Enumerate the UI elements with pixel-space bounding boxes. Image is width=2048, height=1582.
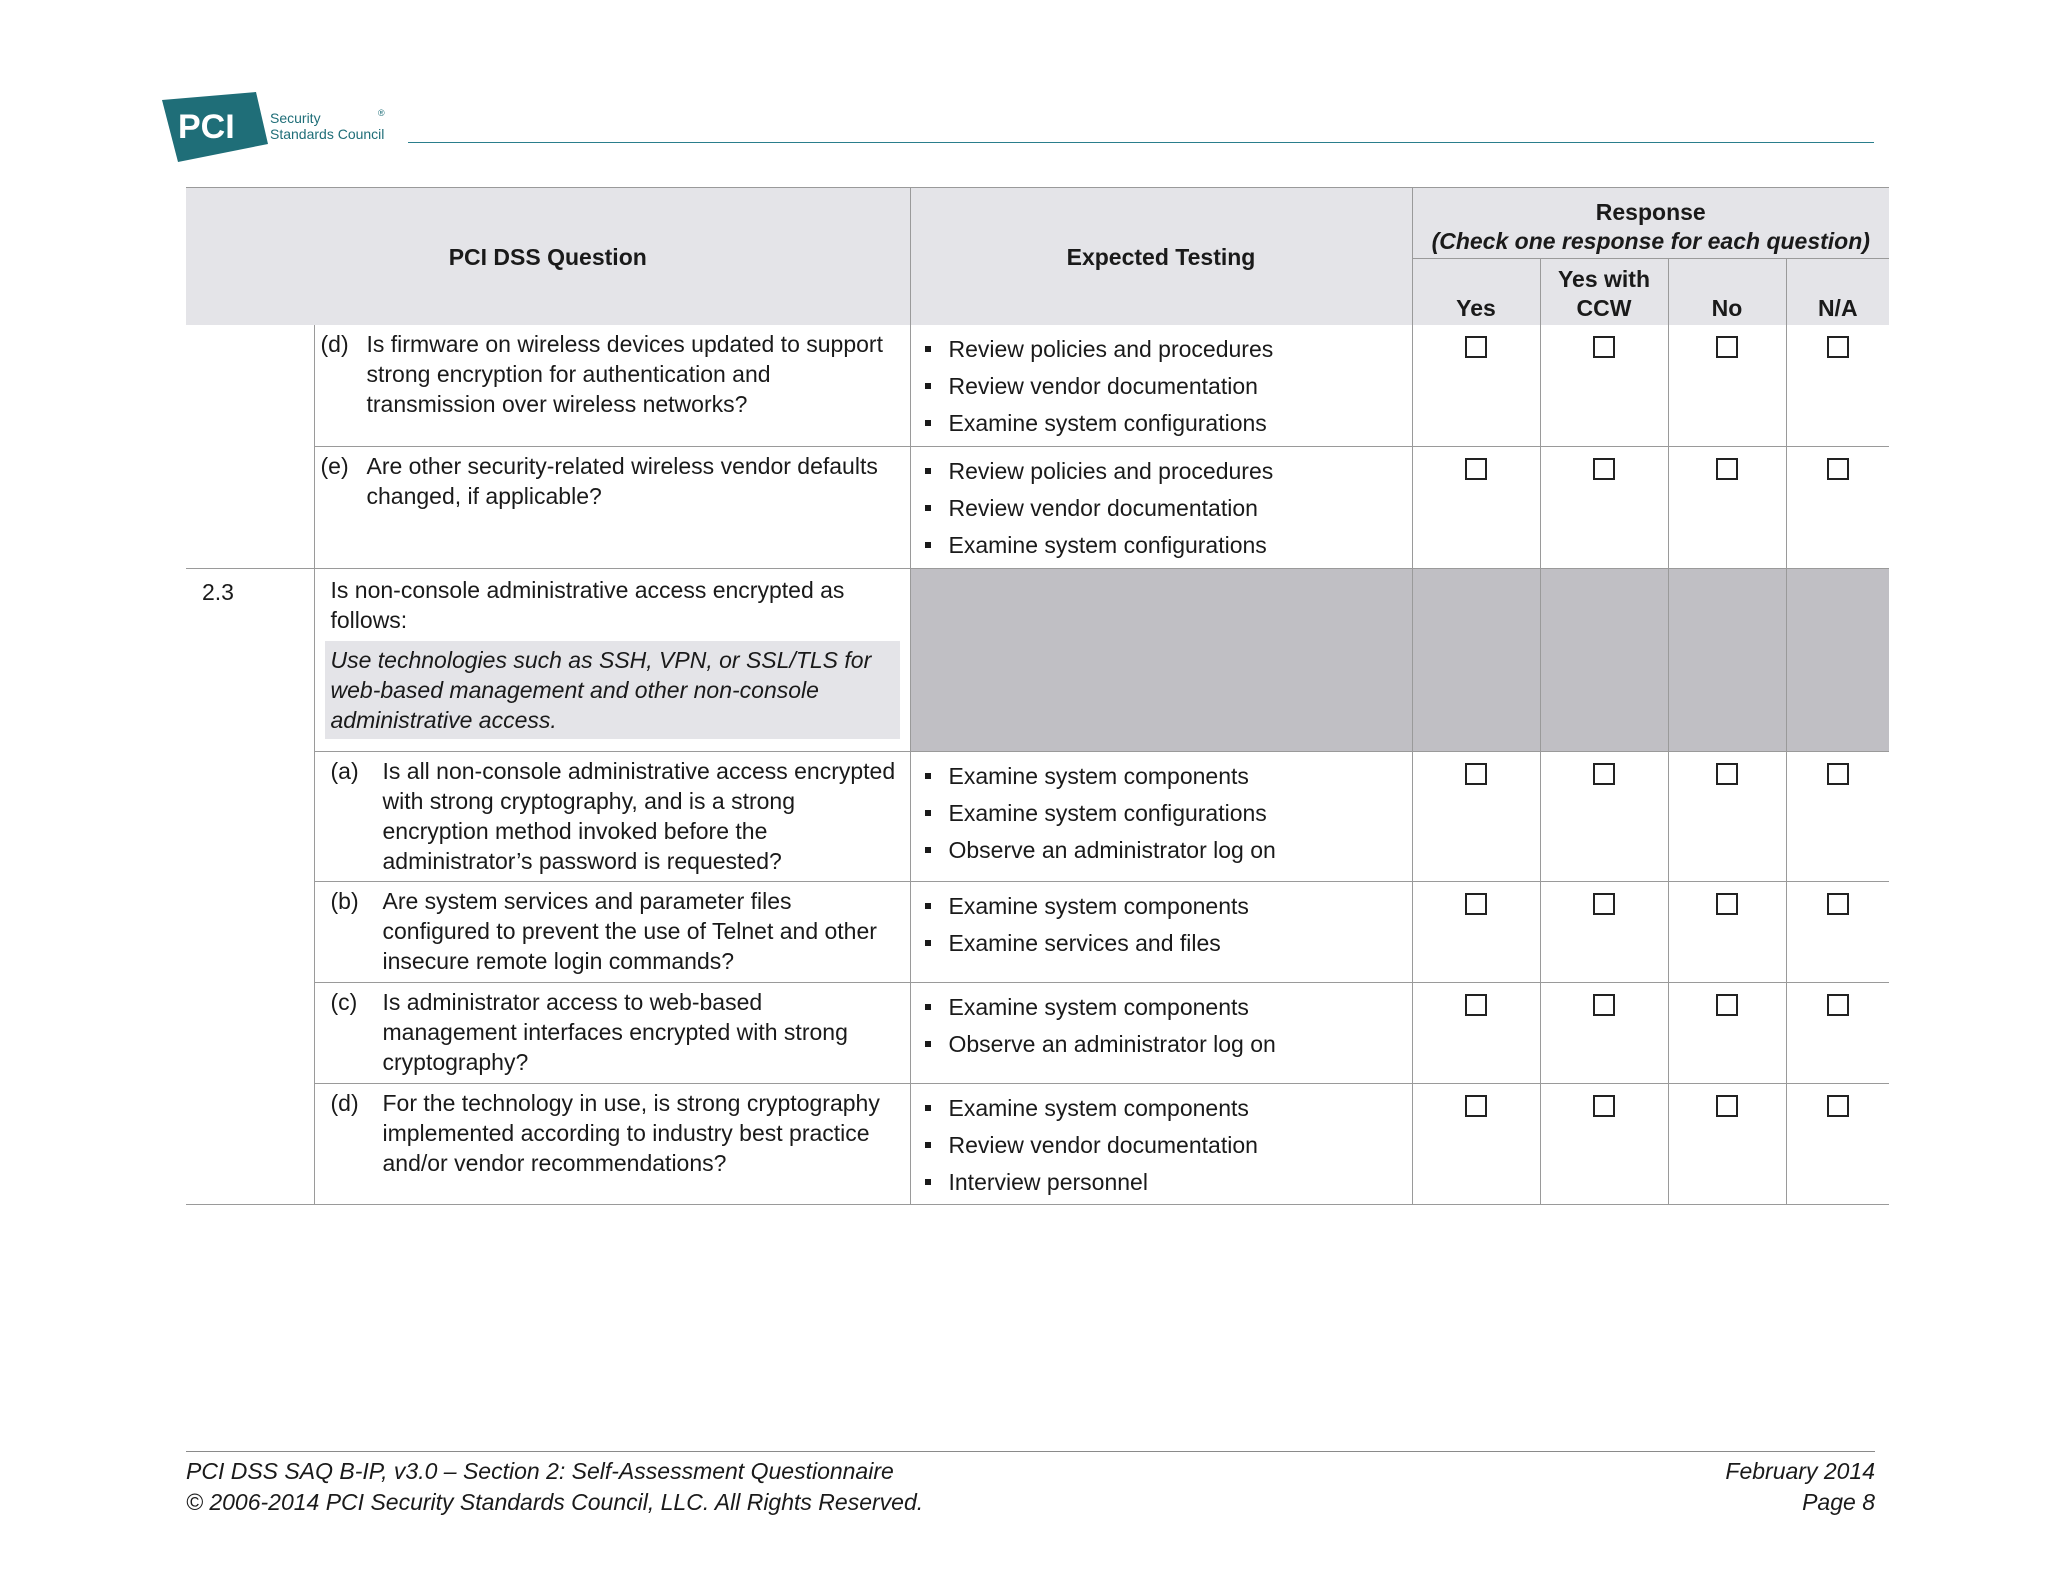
testing-item (925, 453, 1412, 490)
expected-testing-cell (910, 446, 1412, 568)
question-text: Are system services and parameter files configured to prevent the use of Telnet and other insecure remote login commands? (382, 887, 877, 974)
table-row (186, 1083, 1889, 1204)
testing-item-text: Review vendor documentation (948, 373, 1258, 399)
checkbox-yes[interactable] (1465, 893, 1487, 915)
testing-item-text: Examine system configurations (948, 410, 1267, 436)
bullet-icon (925, 505, 931, 511)
checkbox-yes[interactable] (1465, 763, 1487, 785)
testing-item-text: Examine system configurations (948, 799, 1267, 826)
checkbox-na[interactable] (1827, 458, 1849, 480)
testing-list (925, 1090, 1412, 1201)
testing-item (925, 1026, 1412, 1063)
testing-item (925, 989, 1412, 1026)
testing-list (925, 331, 1412, 442)
question-letter: (c) (330, 988, 358, 1015)
footer-document-title: PCI DSS SAQ B-IP, v3.0 – Section 2: Self-Assessment Questionnaire (186, 1458, 894, 1484)
bullet-icon (925, 903, 931, 909)
questionnaire-table (186, 187, 1889, 1205)
expected-testing-cell (910, 751, 1412, 881)
testing-item (925, 1127, 1412, 1164)
bullet-icon (925, 1041, 931, 1047)
question-letter: (e) (320, 452, 349, 479)
testing-item (925, 331, 1412, 368)
response-cell-yes-with-ccw (1540, 325, 1668, 446)
checkbox-na[interactable] (1827, 893, 1849, 915)
checkbox-no[interactable] (1716, 994, 1738, 1016)
response-instruction: (Check one response for each question) (1431, 228, 1870, 254)
section-guidance: Use technologies such as SSH, VPN, or SSL/TLS for web-based management and other non-console administrative access. (325, 641, 900, 739)
table-row (186, 325, 1889, 446)
header-rule (408, 142, 1874, 143)
question-letter: (d) (330, 1089, 359, 1116)
response-cell-yes-with-ccw (1540, 446, 1668, 568)
question-text: Is all non-console administrative access encrypted with strong cryptography, and is a strong encryption method invoked before the administrator’s password is requested? (382, 757, 896, 874)
response-cell-no (1668, 881, 1786, 982)
testing-item-text: Examine system components (948, 892, 1249, 919)
header-yes-with-ccw (1540, 259, 1668, 326)
testing-item-text: Examine system components (948, 1094, 1249, 1121)
header-yes-with-ccw-line2: CCW (1576, 295, 1632, 321)
bullet-icon (925, 346, 931, 352)
shaded-cell (1668, 568, 1786, 751)
checkbox-yes-with-ccw[interactable] (1593, 336, 1615, 358)
question-text: For the technology in use, is strong cryptography implemented according to industry best practice and/or vendor recommendations? (382, 1089, 880, 1176)
response-cell-no (1668, 446, 1786, 568)
bullet-icon (925, 420, 931, 426)
expected-testing-cell (910, 982, 1412, 1083)
header-yes: Yes (1412, 259, 1540, 326)
bullet-icon (925, 810, 931, 816)
response-title: Response (1595, 199, 1706, 225)
response-cell-yes-with-ccw (1540, 881, 1668, 982)
shaded-cell (1412, 568, 1540, 751)
response-cell-yes-with-ccw (1540, 751, 1668, 881)
footer-page-number: Page 8 (1802, 1489, 1875, 1515)
bullet-icon (925, 1179, 931, 1185)
testing-item (925, 490, 1412, 527)
testing-item-text: Examine system components (948, 762, 1249, 789)
question-cell (314, 982, 910, 1083)
testing-list (925, 888, 1412, 962)
header-response (1412, 188, 1889, 259)
testing-item-text: Examine services and files (948, 929, 1221, 956)
section-question-cell (314, 568, 910, 751)
header-expected-testing: Expected Testing (910, 188, 1412, 326)
question-letter: (b) (330, 887, 359, 914)
checkbox-no[interactable] (1716, 1095, 1738, 1117)
checkbox-yes[interactable] (1465, 1095, 1487, 1117)
table-row (186, 751, 1889, 881)
testing-item (925, 368, 1412, 405)
logo-wordmark (270, 110, 384, 142)
expected-testing-cell (910, 881, 1412, 982)
question-text: Is administrator access to web-based management interfaces encrypted with strong cryptography? (382, 988, 848, 1075)
shaded-cell (910, 568, 1412, 751)
bullet-icon (925, 940, 931, 946)
pci-logo-icon (160, 92, 270, 162)
question-letter: (d) (320, 331, 349, 357)
response-cell-yes (1412, 982, 1540, 1083)
testing-item (925, 1164, 1412, 1201)
checkbox-yes-with-ccw[interactable] (1593, 763, 1615, 785)
pci-logo (160, 92, 400, 162)
section-row (186, 568, 1889, 751)
testing-item (925, 832, 1412, 869)
checkbox-yes[interactable] (1465, 458, 1487, 480)
header-no: No (1668, 259, 1786, 326)
table-row (186, 881, 1889, 982)
table-row (186, 446, 1889, 568)
expected-testing-cell (910, 325, 1412, 446)
testing-item (925, 795, 1412, 832)
question-letter: (a) (330, 757, 359, 784)
response-cell-yes (1412, 446, 1540, 568)
testing-item (925, 1090, 1412, 1127)
question-text: Are other security-related wireless vendor defaults changed, if applicable? (366, 452, 878, 509)
testing-item-text: Examine system configurations (948, 531, 1267, 558)
checkbox-yes-with-ccw[interactable] (1593, 458, 1615, 480)
response-cell-no (1668, 325, 1786, 446)
response-cell-no (1668, 982, 1786, 1083)
question-cell (314, 1083, 910, 1204)
response-cell-na (1786, 1083, 1889, 1204)
checkbox-yes-with-ccw[interactable] (1593, 994, 1615, 1016)
testing-list (925, 453, 1412, 564)
response-cell-yes (1412, 751, 1540, 881)
footer-left (186, 1456, 923, 1518)
bullet-icon (925, 773, 931, 779)
checkbox-na[interactable] (1827, 1095, 1849, 1117)
testing-item (925, 527, 1412, 564)
checkbox-no[interactable] (1716, 893, 1738, 915)
checkbox-yes[interactable] (1465, 336, 1487, 358)
response-cell-na (1786, 325, 1889, 446)
header-na: N/A (1786, 259, 1889, 326)
bullet-icon (925, 1142, 931, 1148)
checkbox-na[interactable] (1827, 763, 1849, 785)
testing-item (925, 925, 1412, 962)
checkbox-na[interactable] (1827, 336, 1849, 358)
table-row (186, 982, 1889, 1083)
response-cell-no (1668, 751, 1786, 881)
testing-item-text: Review vendor documentation (948, 494, 1258, 521)
footer-right (1725, 1456, 1875, 1518)
checkbox-no[interactable] (1716, 336, 1738, 358)
footer-copyright: © 2006-2014 PCI Security Standards Council, LLC. All Rights Reserved. (186, 1489, 924, 1515)
testing-item-text: Observe an administrator log on (948, 1030, 1276, 1057)
testing-item-text: Interview personnel (948, 1168, 1148, 1195)
response-cell-yes (1412, 881, 1540, 982)
response-cell-na (1786, 446, 1889, 568)
response-cell-yes-with-ccw (1540, 982, 1668, 1083)
number-cell (186, 325, 314, 446)
response-cell-yes (1412, 1083, 1540, 1204)
testing-item-text: Review vendor documentation (948, 1131, 1258, 1158)
testing-item-text: Observe an administrator log on (948, 836, 1276, 863)
testing-item-text: Review policies and procedures (948, 457, 1274, 484)
testing-item (925, 888, 1412, 925)
checkbox-yes[interactable] (1465, 994, 1487, 1016)
section-question: Is non-console administrative access encrypted as follows: (330, 576, 845, 633)
question-cell (314, 881, 910, 982)
testing-list (925, 989, 1412, 1063)
response-cell-na (1786, 982, 1889, 1083)
footer-rule (186, 1451, 1875, 1452)
footer-date: February 2014 (1725, 1458, 1875, 1484)
logo-line-2: Standards Council (270, 126, 385, 142)
bullet-icon (925, 468, 931, 474)
header-yes-with-ccw-line1: Yes with (1557, 266, 1651, 292)
question-cell (314, 751, 910, 881)
question-cell (314, 325, 910, 446)
checkbox-na[interactable] (1827, 994, 1849, 1016)
response-cell-na (1786, 751, 1889, 881)
testing-list (925, 758, 1412, 869)
registered-mark: ® (378, 108, 385, 118)
checkbox-yes-with-ccw[interactable] (1593, 893, 1615, 915)
bullet-icon (925, 542, 931, 548)
testing-item (925, 405, 1412, 442)
checkbox-yes-with-ccw[interactable] (1593, 1095, 1615, 1117)
question-text: Is firmware on wireless devices updated to support strong encryption for authentication and transmission over wireless networks? (366, 331, 883, 417)
bullet-icon (925, 1004, 931, 1010)
expected-testing-cell (910, 1083, 1412, 1204)
header-pci-dss-question: PCI DSS Question (186, 188, 910, 326)
question-cell (314, 446, 910, 568)
logo-line-1: Security (270, 110, 321, 126)
svg-text:PCI: PCI (178, 108, 235, 146)
testing-item-text: Review policies and procedures (948, 336, 1274, 362)
section-number: 2.3 (186, 568, 314, 1204)
response-cell-no (1668, 1083, 1786, 1204)
testing-item (925, 758, 1412, 795)
number-cell (186, 446, 314, 568)
shaded-cell (1540, 568, 1668, 751)
response-cell-yes (1412, 325, 1540, 446)
checkbox-no[interactable] (1716, 763, 1738, 785)
bullet-icon (925, 847, 931, 853)
shaded-cell (1786, 568, 1889, 751)
checkbox-no[interactable] (1716, 458, 1738, 480)
bullet-icon (925, 1105, 931, 1111)
bullet-icon (925, 383, 931, 389)
testing-item-text: Examine system components (948, 993, 1249, 1020)
response-cell-na (1786, 881, 1889, 982)
response-cell-yes-with-ccw (1540, 1083, 1668, 1204)
